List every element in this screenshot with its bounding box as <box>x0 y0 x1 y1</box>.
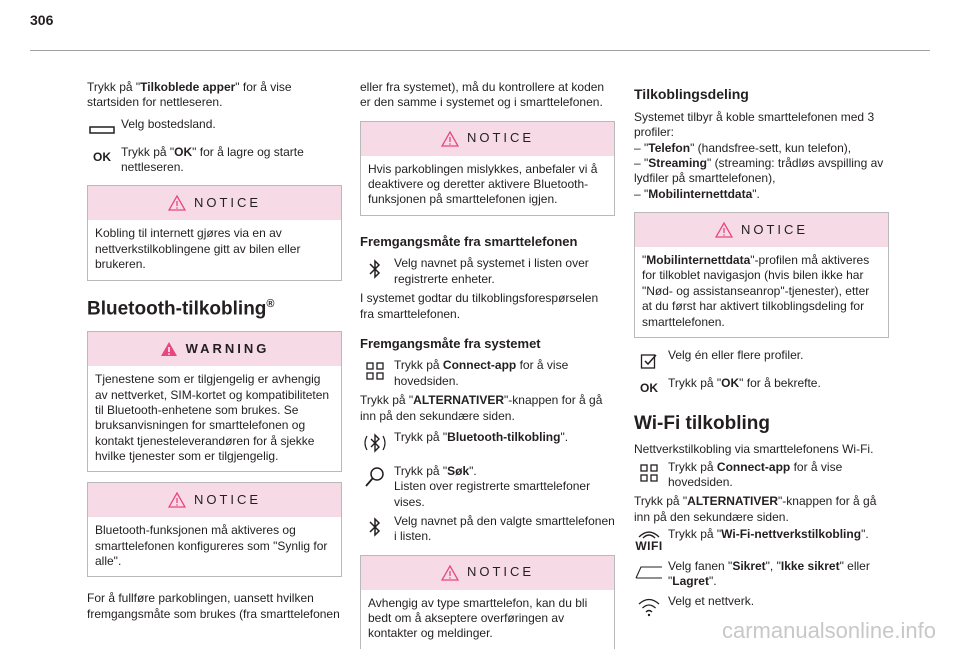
notice-label: NOTICE <box>466 130 535 146</box>
section-title: Wi-Fi tilkobling <box>634 412 770 434</box>
dash-icon <box>87 119 117 141</box>
step-select-phone: Velg navnet på den valgte smarttelefonen i listen. <box>360 514 615 545</box>
notice-triangle-icon <box>441 565 459 581</box>
notice-box <box>634 212 889 338</box>
notice-box <box>360 121 615 216</box>
step-wifi-connection: WIFI Trykk på "Wi-Fi-nettverkstilkobling". <box>635 526 869 554</box>
bluetooth-waves-icon <box>360 432 390 454</box>
step-bluetooth-connection: Trykk på "Bluetooth-tilkobling". <box>360 430 615 454</box>
column-3 <box>634 80 889 622</box>
tab-icon <box>634 561 664 583</box>
grid-icon <box>360 360 390 382</box>
step-select-country: Velg bostedsland. <box>87 117 342 141</box>
paragraph: Nettverkstilkobling via smarttelefonens Wi-Fi. <box>634 442 874 457</box>
warning-triangle-icon <box>160 341 178 357</box>
paragraph: Systemet tilbyr å koble smarttelefonen med 3 profiler: <box>634 109 875 140</box>
step-search: Trykk på "Søk". Listen over registrerte smarttelefoner vises. <box>360 464 615 510</box>
paragraph: Trykk på "ALTERNATIVER"-knappen for å gå inn på den sekundære siden. <box>634 494 877 524</box>
subheading: Fremgangsmåte fra smarttelefonen <box>360 233 578 249</box>
warning-box <box>87 331 342 472</box>
list-item: – "Mobilinternettdata". <box>634 186 760 201</box>
notice-text: "Mobilinternettdata"-profilen må aktiveres for tilkoblet navigasjon (hvis bilen ikke har "Nød- og assistanseanrop"-tjenester), etter at du først har aktivert tilkoblingsdeling for smarttelefonen. <box>642 253 870 329</box>
notice-label: NOTICE <box>193 492 262 507</box>
list-item: – "Telefon" (handsfree-sett, kun telefon), <box>634 140 852 155</box>
notice-text: Kobling til internett gjøres via en av nettverkstilkoblingene gitt av bilen eller brukeren. <box>95 226 301 272</box>
watermark: carmanualsonline.info <box>721 617 936 643</box>
bluetooth-icon <box>360 516 390 538</box>
notice-triangle-icon <box>168 492 186 508</box>
paragraph: Trykk på "Tilkoblede apper" for å vise startsiden for nettleseren. <box>87 80 292 110</box>
step-connect-app: Trykk på Connect-app for å vise hovedsiden. <box>634 460 889 491</box>
step-select-network: Velg et nettverk. <box>634 594 889 618</box>
notice-box <box>360 555 615 649</box>
wifi-text-icon: WIFI <box>634 529 664 555</box>
grid-icon <box>634 462 664 484</box>
bluetooth-icon <box>360 258 390 280</box>
step-select-profiles: Velg én eller flere profiler. <box>634 348 889 372</box>
step-connect-app: Trykk på Connect-app for å vise hovedsiden. <box>360 358 615 389</box>
ok-icon: OK <box>640 381 658 396</box>
notice-triangle-icon <box>168 195 186 211</box>
subheading: Tilkoblingsdeling <box>634 86 749 102</box>
step-ok: OK Trykk på "OK" for å lagre og starte nettleseren. <box>87 145 342 176</box>
warning-text: Tjenestene som er tilgjengelig er avhengig av nettverket, SIM-kortet og kompatibiliteten til Bluetooth-enhetene som brukes. Se bruksanvisningen for smarttelefonen og kontakt tjenesteleverandøren for å sjekke hvilke tjenester som er tilgjengelig. <box>95 372 330 463</box>
subheading: Fremgangsmåte fra systemet <box>360 335 541 351</box>
wifi-icon <box>634 596 664 618</box>
notice-label: NOTICE <box>740 221 809 237</box>
ok-icon: OK <box>93 150 111 165</box>
paragraph: I systemet godtar du tilkoblingsforespørselen fra smarttelefonen. <box>360 291 599 321</box>
top-rule <box>30 50 930 51</box>
search-icon <box>360 466 390 488</box>
paragraph: Trykk på "ALTERNATIVER"-knappen for å gå inn på den sekundære siden. <box>360 393 603 423</box>
step-phone-select: Velg navnet på systemet i listen over registrerte enheter. <box>360 256 615 287</box>
notice-text: Avhengig av type smarttelefon, kan du bli bedt om å akseptere overføringen av kontakter og meldinger. <box>368 595 588 641</box>
section-title: Bluetooth-tilkobling® <box>87 297 275 319</box>
warning-label: WARNING <box>185 340 270 356</box>
notice-triangle-icon <box>715 222 733 238</box>
notice-label: NOTICE <box>193 195 262 211</box>
notice-label: NOTICE <box>466 564 535 580</box>
column-2 <box>360 80 615 649</box>
paragraph: For å fullføre parkoblingen, uansett hvilken fremgangsmåte som brukes (fra smarttelefonen <box>87 591 340 621</box>
paragraph: eller fra systemet), må du kontrollere at koden er den samme i systemet og i smarttelefonen. <box>360 80 605 110</box>
page-number: 306 <box>30 12 54 28</box>
notice-triangle-icon <box>441 131 459 147</box>
step-select-tab: Velg fanen "Sikret", "Ikke sikret" eller "Lagret". <box>634 559 889 590</box>
column-1 <box>87 80 342 628</box>
notice-box <box>87 482 342 577</box>
notice-box <box>87 185 342 280</box>
notice-text: Bluetooth-funksjonen må aktiveres og smarttelefonen konfigureres som "Synlig for alle". <box>95 523 328 569</box>
notice-text: Hvis parkoblingen mislykkes, anbefaler vi å deaktivere og deretter aktivere Bluetooth-funksjonen på smarttelefonen igjen. <box>368 161 598 207</box>
list-item: – "Streaming" (streaming: trådløs avspilling av lydfiler på smarttelefonen), <box>634 155 884 186</box>
checkbox-icon <box>634 350 664 372</box>
step-ok: OK Trykk på "OK" for å bekrefte. <box>634 376 889 400</box>
